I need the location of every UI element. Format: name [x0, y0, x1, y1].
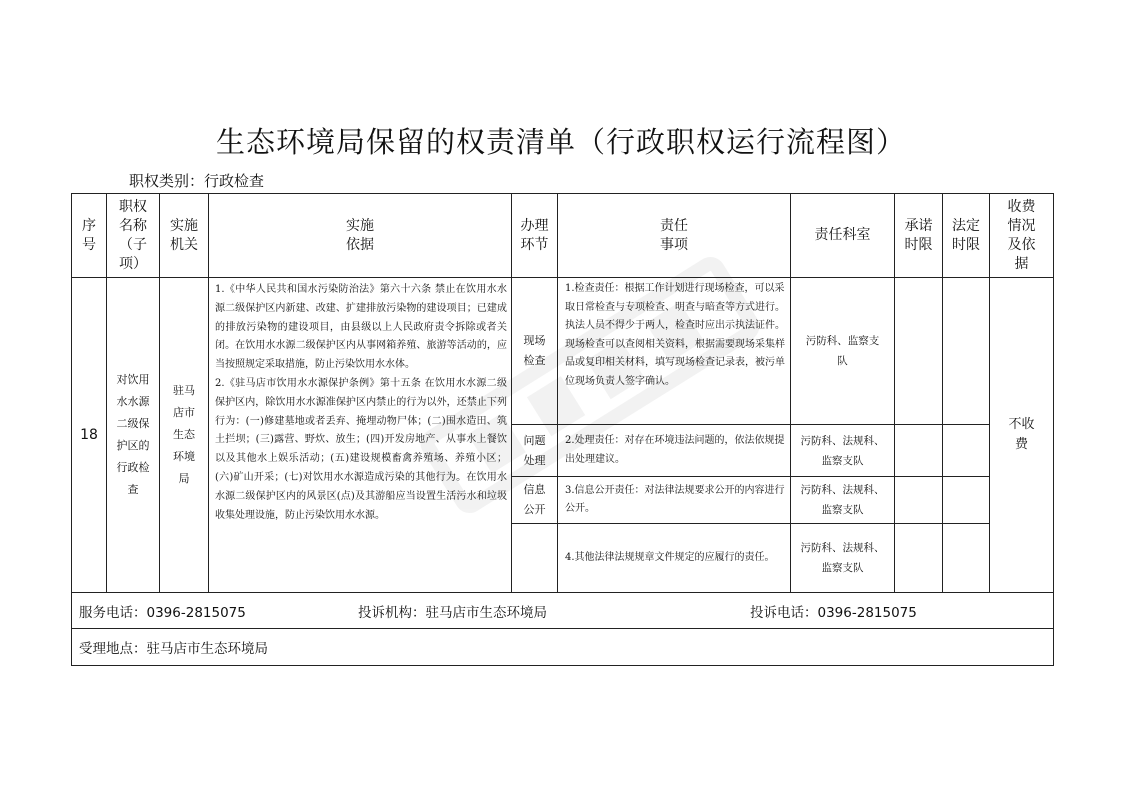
- dept-2: 污防科、法规科、 监察支队: [791, 425, 895, 477]
- header-fee: 收费 情况 及依 据: [990, 194, 1054, 278]
- complaint-agency: 投诉机构：驻马店市生态环境局: [358, 604, 547, 621]
- responsibility-table: [71, 193, 1054, 666]
- stage-2: 问题 处理: [512, 425, 558, 477]
- row-sub-item: 对饮用 水水源 二级保 护区的 行政检 查: [107, 278, 160, 593]
- acceptance-location: 受理地点：驻马店市生态环境局: [79, 641, 268, 657]
- table-row: [72, 278, 1054, 425]
- header-dept: 责任科室: [791, 194, 895, 278]
- header-sub-item: 职权 名称 （子 项）: [107, 194, 160, 278]
- header-basis: 实施 依据: [209, 194, 512, 278]
- dept-1: 污防科、监察支 队: [791, 278, 895, 425]
- row-fee: 不收 费: [990, 278, 1054, 593]
- stage-3: 信息 公开: [512, 477, 558, 524]
- duty-4: 4.其他法律法规规章文件规定的应履行的责任。: [558, 524, 791, 593]
- stage-4: [512, 524, 558, 593]
- promise-time-1: [895, 278, 943, 425]
- header-agency: 实施 机关: [160, 194, 209, 278]
- promise-time-3: [895, 477, 943, 524]
- duty-1: 1.检查责任：根据工作计划进行现场检查，可以采取日常检查与专项检查、明查与暗查等方式进行。执法人员不得少于两人，检查时应出示执法证件。现场检查可以查阅相关资料，根据需要现场采集样品或复印相关材料，填写现场检查记录表，被污单位现场负责人签字确认。: [558, 278, 791, 425]
- complaint-phone: 投诉电话：0396-2815075: [750, 604, 917, 621]
- legal-time-3: [943, 477, 990, 524]
- promise-time-2: [895, 425, 943, 477]
- promise-time-4: [895, 524, 943, 593]
- header-promise-time: 承诺 时限: [895, 194, 943, 278]
- stage-1: 现场 检查: [512, 278, 558, 425]
- legal-time-2: [943, 425, 990, 477]
- header-duty: 责任 事项: [558, 194, 791, 278]
- duty-2: 2.处理责任：对存在环境违法问题的，依法依规提出处理建议。: [558, 425, 791, 477]
- power-category: 职权类别：行政检查: [129, 172, 265, 190]
- dept-3: 污防科、法规科、 监察支队: [791, 477, 895, 524]
- footer-contact: [72, 593, 1054, 629]
- service-phone: 服务电话：0396-2815075: [79, 604, 246, 621]
- footer-location-row: [72, 629, 1054, 666]
- legal-time-1: [943, 278, 990, 425]
- header-stage: 办理 环节: [512, 194, 558, 278]
- dept-4: 污防科、法规科、 监察支队: [791, 524, 895, 593]
- row-basis: [209, 278, 512, 593]
- page-title: 生态环境局保留的权责清单（行政职权运行流程图）: [215, 125, 906, 159]
- row-agency: 驻马 店市 生态 环境 局: [160, 278, 209, 593]
- basis-clause-2: 2.《驻马店市饮用水水源保护条例》第十五条 在饮用水水源二级保护区内，除饮用水水源准保护区内禁止的行为以外，还禁止下列行为：(一)修建墓地或者丢弃、掩埋动物尸体；(二)围水造田、筑土拦坝；(三)露营、野炊、放生；(四)开发房地产、从事水上餐饮以及其他水上娱乐活动；(五)建设规模畜禽养殖场、养殖小区；(六)矿山开采；(七)对饮用水水源造成污染的其他行为。在饮用水水源二级保护区内的风景区(点)及其游船应当设置生活污水和垃圾收集处理设施，防止污染饮用水水源。: [215, 377, 507, 521]
- legal-time-4: [943, 524, 990, 593]
- header-row: [72, 194, 1054, 278]
- basis-clause-1: 1.《中华人民共和国水污染防治法》第六十六条 禁止在饮用水水源二级保护区内新建、改建、扩建排放污染物的建设项目；已建成的排放污染物的建设项目，由县级以上人民政府责令拆除或者关闭。在饮用水水源二级保护区内从事网箱养殖、旅游等活动的，应当按照规定采取措施，防止污染饮用水水体。: [215, 284, 507, 371]
- footer-contact-row: [72, 593, 1054, 629]
- header-serial: 序 号: [72, 194, 107, 278]
- header-legal-time: 法定 时限: [943, 194, 990, 278]
- footer-location: [72, 629, 1054, 666]
- duty-3: 3.信息公开责任：对法律法规要求公开的内容进行公开。: [558, 477, 791, 524]
- row-serial: 18: [72, 278, 107, 593]
